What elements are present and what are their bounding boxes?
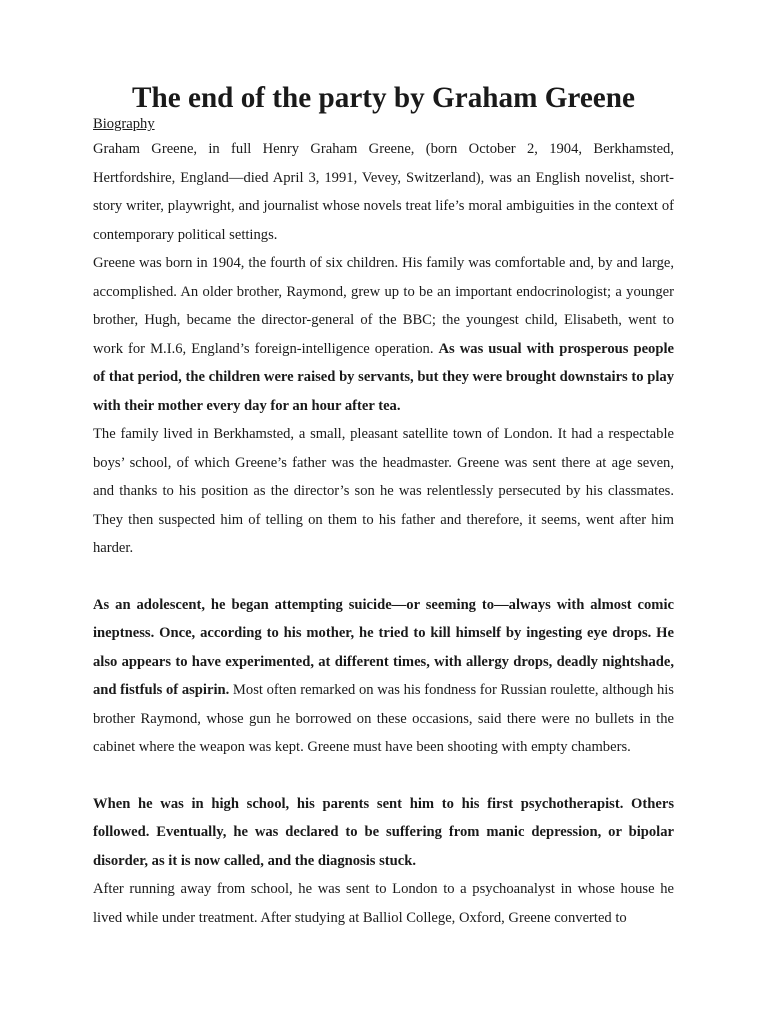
document-title: The end of the party by Graham Greene (132, 82, 635, 114)
paragraph-5-bold-text: When he was in high school, his parents sent him to his first psychotherapist. Others followed. Eventually, he was declared to be suffering from manic depression, or bipolar disorder, as it is now called, and the diagnosis stuck. (93, 795, 674, 869)
paragraph-2-bold-text: As was usual with prosperous people of that period, the children were raised by servants, but they were brought downstairs to play with their mother every day for an hour after tea. (93, 340, 674, 414)
paragraph-3-text: The family lived in Berkhamsted, a small, pleasant satellite town of London. It had a respectable boys’ school, of which Greene’s father was the headmaster. Greene was sent there at age seven, and thanks to his position as the director’s son he was relentlessly persecuted by his classmates. They then suspected him of telling on them to his father and therefore, it seems, went after him harder. (93, 426, 674, 556)
paragraph-6 (93, 875, 674, 932)
paragraph-1-text: Graham Greene, in full Henry Graham Greene, (born October 2, 1904, Berkhamsted, Hertfordshire, England—died April 3, 1991, Vevey, Switzerland), was an English novelist, short-story writer, playwright, and journalist whose novels treat life’s moral ambiguities in the context of contemporary political settings. (93, 141, 674, 243)
paragraph-4-text: Most often remarked on was his fondness for Russian roulette, although his brother Raymond, whose gun he borrowed on these occasions, said there were no bullets in the cabinet where the weapon was kept. Greene must have been shooting with empty chambers. (93, 682, 674, 755)
paragraph-6-text: After running away from school, he was sent to London to a psychoanalyst in whose house he lived while under treatment. After studying at Balliol College, Oxford, Greene converted to (93, 881, 674, 926)
paragraph-4-bold-text: As an adolescent, he began attempting suicide—or seeming to—always with almost comic ineptness. Once, according to his mother, he tried to kill himself by ingesting eye drops. He also appears to have experimented, at different times, with allergy drops, deadly nightshade, and fistfuls of aspirin. (93, 596, 674, 698)
paragraph-4 (93, 591, 674, 762)
paragraph-5 (93, 790, 674, 876)
paragraph-1 (93, 135, 674, 249)
paragraph-2 (93, 249, 674, 420)
paragraph-3 (93, 420, 674, 563)
paragraph-2-text: Greene was born in 1904, the fourth of six children. His family was comfortable and, by and large, accomplished. An older brother, Raymond, grew up to be an important endocrinologist; a younger brother, Hugh, became the director-general of the BBC; the youngest child, Elisabeth, went to work for M.I.6, England’s foreign-intelligence operation. (93, 255, 674, 357)
section-heading-biography: Biography (93, 116, 155, 132)
